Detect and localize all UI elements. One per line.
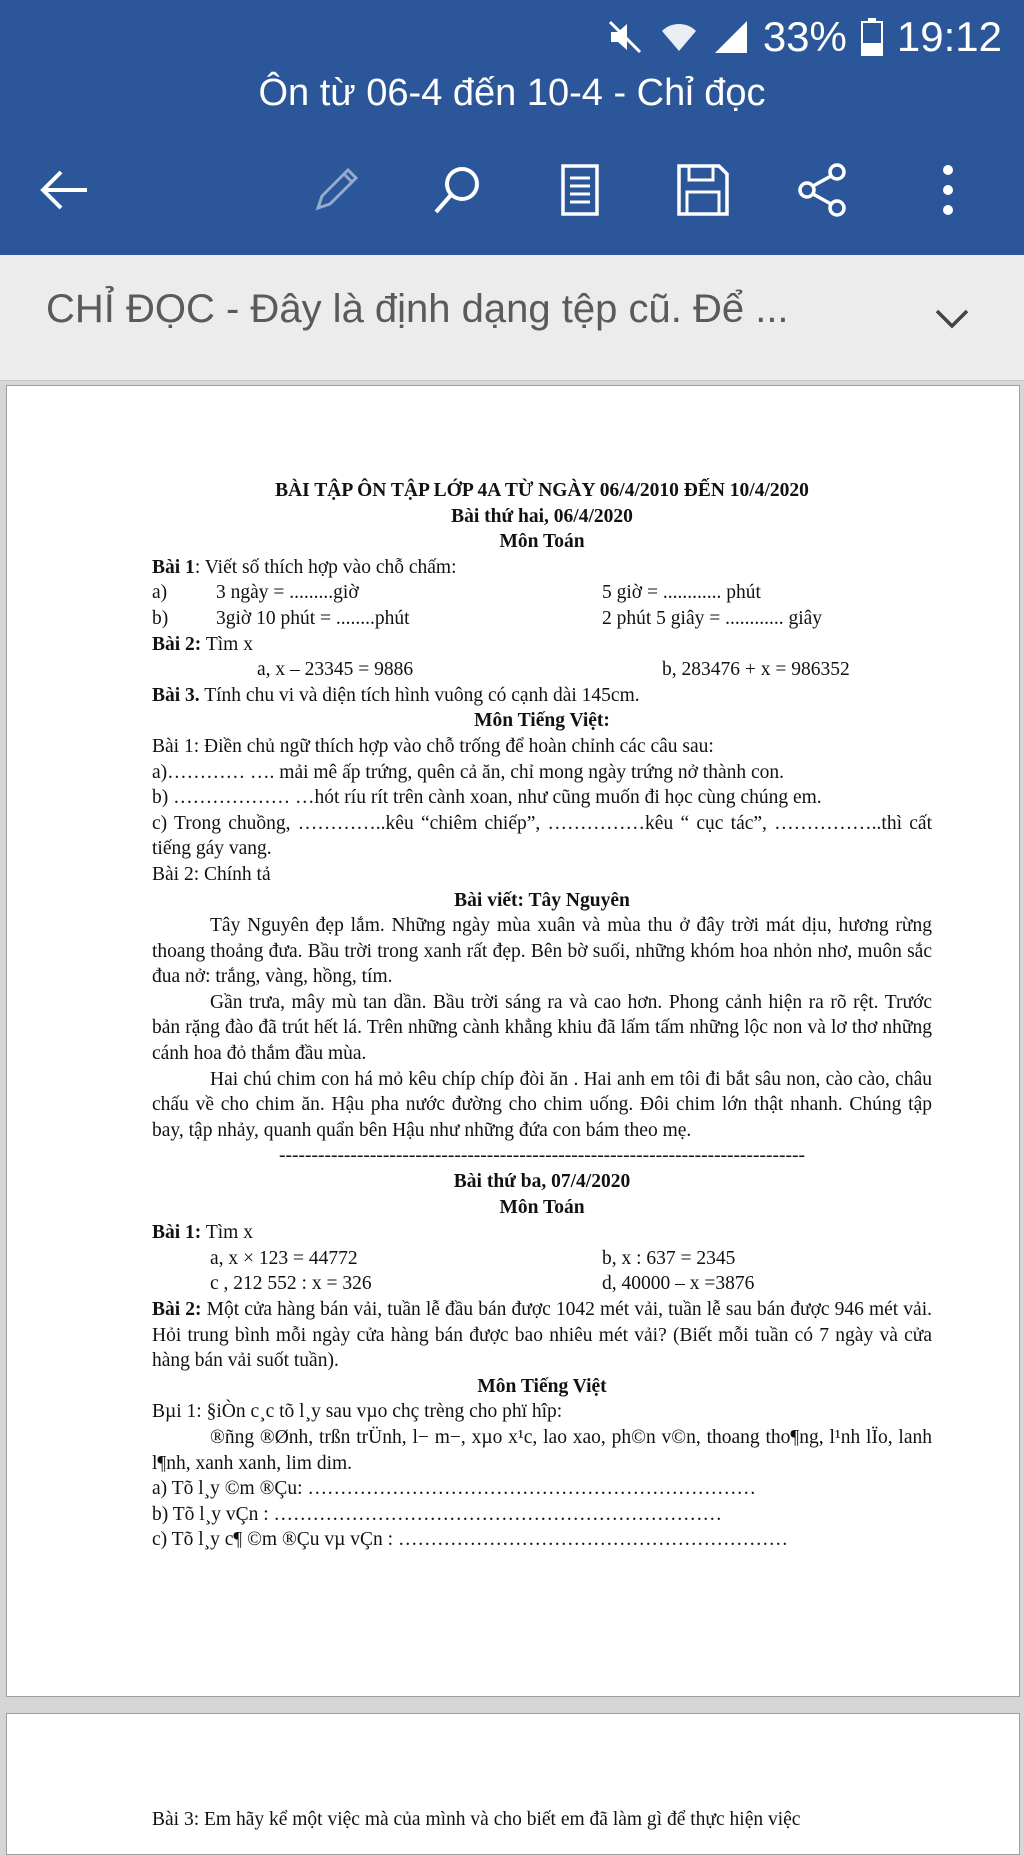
- exercise: [152, 1220, 932, 1246]
- exercise-row: [152, 1246, 932, 1272]
- exercise-text: Bài 2: Chính tả: [152, 863, 271, 885]
- status-bar: [605, 12, 1002, 62]
- exercise-text: Tính chu vi và diện tích hình vuông có cạnh dài 145cm.: [199, 684, 640, 706]
- battery-percent: 33%: [762, 13, 847, 60]
- chevron-down-icon[interactable]: [930, 297, 974, 341]
- document-page: [6, 1713, 1020, 1855]
- exercise-label: Bài 3.: [152, 684, 200, 706]
- item-right: b, 283476 + x = 986352: [662, 659, 850, 681]
- app-header: [0, 0, 1024, 255]
- signal-icon: [713, 17, 749, 57]
- save-button[interactable]: [663, 150, 743, 230]
- edit-button[interactable]: [296, 150, 376, 230]
- battery-icon: [861, 18, 883, 56]
- search-icon: [430, 162, 486, 218]
- more-options-button[interactable]: [908, 150, 988, 230]
- exercise-label: Bài 2:: [152, 633, 202, 655]
- item-label: b): [152, 607, 169, 629]
- back-arrow-icon: [37, 162, 93, 218]
- word-list: ®ñng ®Ønh, trßn trÜnh, l− m−, xµo x¹c, lao xao, ph©n v©n, thoang tho¶ng, l¹nh lÏo, lanh l¶nh, xanh xanh, lim dim.: [152, 1426, 932, 1474]
- subject-heading: Môn Tiếng Việt:: [474, 710, 610, 732]
- section-separator: ---------------------------------------------------------------------------------: [279, 1145, 805, 1167]
- back-button[interactable]: [25, 150, 105, 230]
- exercise: [152, 1297, 932, 1374]
- reading-view-icon: [552, 162, 608, 218]
- item-right: d, 40000 – x =3876: [602, 1273, 755, 1295]
- document-title: Ôn từ 06-4 đến 10-4 - Chỉ đọc: [258, 72, 766, 114]
- save-icon: [675, 162, 731, 218]
- exercise-text: Một cửa hàng bán vải, tuần lễ đầu bán được 1042 mét vải, tuần lễ sau bán được 946 mét vải. Hỏi trung bình mỗi ngày cửa hàng bán được bao nhiêu mét vải? (Biết mỗi tuần có 7 ngày và cửa hàng bán vải suốt tuần).: [152, 1299, 933, 1372]
- exercise-text: b) ……………… …hót ríu rít trên cành xoan, như cũng muốn đi học cùng chúng em.: [152, 787, 822, 809]
- document-page: [6, 385, 1020, 1697]
- more-icon: [928, 162, 968, 218]
- mute-icon: [605, 17, 645, 57]
- item-right: 2 phút 5 giây = ............ giây: [602, 607, 823, 629]
- exercise-text: : Viết số thích hợp vào chỗ chấm:: [194, 556, 457, 578]
- day-heading: Bài thứ ba, 07/4/2020: [453, 1171, 631, 1193]
- subject-heading: Môn Tiếng Việt: [477, 1375, 607, 1397]
- toolbar: [0, 150, 1024, 230]
- page-text: Bài 3: Em hãy kể một việc mà của mình và cho biết em đã làm gì để thực hiện việc: [152, 1809, 801, 1830]
- essay-paragraph: Gần trưa, mây mù tan dần. Bầu trời sáng ra và cao hơn. Phong cảnh hiện ra rõ rệt. Trước bản rặng đào đã trút hết lá. Trên những cành khẳng khiu đã lấm tấm những lộc non và lơ thơ những cánh hoa đỏ thắm đầu mùa.: [152, 991, 932, 1065]
- exercise-row: [152, 1271, 932, 1297]
- exercise-row: [152, 657, 932, 683]
- exercise-row: [152, 580, 932, 606]
- day-heading: Bài thứ hai, 06/4/2020: [451, 505, 633, 527]
- exercise-text: a) Tõ l¸y ©m ®Çu: ……………………………………………………………: [152, 1478, 756, 1500]
- banner-text: CHỈ ĐỌC - Đây là định dạng tệp cũ. Để ...: [46, 287, 789, 331]
- pencil-icon: [308, 162, 364, 218]
- wifi-icon: [659, 17, 699, 57]
- item-left: a, x × 123 = 44772: [210, 1247, 358, 1269]
- exercise-text: c) Trong chuồng, …………..kêu “chiêm chiếp”, ……………kêu “ cục tác”, ……………..thì cất tiếng gáy vang.: [152, 812, 932, 860]
- exercise-row: [152, 606, 932, 632]
- search-button[interactable]: [418, 150, 498, 230]
- subject-heading: Môn Toán: [499, 1196, 585, 1218]
- subject-heading: Môn Toán: [499, 531, 585, 553]
- essay-title: Bài viết: Tây Nguyên: [454, 889, 630, 911]
- essay-paragraph: Tây Nguyên đẹp lắm. Những ngày mùa xuân và mùa thu ở đây trời mát dịu, hương rừng thoang thoảng đưa. Bầu trời trong xanh rất đẹp. Bên bờ suối, những khóm hoa nhỏn nhơ, muôn sắc đua nở: trắng, vàng, hồng, tím.: [152, 915, 932, 988]
- exercise-label: Bài 1:: [152, 1222, 202, 1244]
- exercise-text: Tìm x: [201, 633, 253, 655]
- exercise-text: a)………… …. mải mê ấp trứng, quên cả ăn, chỉ mong ngày trứng nở thành con.: [152, 761, 785, 783]
- item-left: 3 ngày = .........giờ: [216, 582, 359, 604]
- share-icon: [795, 162, 851, 218]
- exercise-text: b) Tõ l¸y vÇn : ……………………………………………………………: [152, 1503, 723, 1525]
- exercise: [152, 683, 932, 709]
- exercise: [152, 555, 932, 581]
- exercise-text: Bµi 1: §iÒn c¸c tõ l¸y sau vµo chç trèng cho phï hîp:: [152, 1401, 563, 1423]
- document-body: [152, 478, 932, 1553]
- reading-view-button[interactable]: [540, 150, 620, 230]
- read-only-banner[interactable]: [0, 255, 1024, 381]
- exercise-text: Tìm x: [201, 1222, 253, 1244]
- clock: 19:12: [896, 13, 1002, 60]
- item-label: a): [152, 582, 168, 604]
- exercise-label: Bài 1: [152, 556, 195, 578]
- exercise: [152, 632, 932, 658]
- share-button[interactable]: [783, 150, 863, 230]
- essay-paragraph: Hai chú chim con há mỏ kêu chíp chíp đòi ăn . Hai anh em tôi đi bắt sâu non, cào cào, châu chấu về cho chim ăn. Hậu pha nước đường cho chim uống. Đôi chim lớn thật nhanh. Chúng tập bay, tập nhảy, quanh quẩn bên Hậu như những đứa con bám theo mẹ.: [152, 1068, 932, 1141]
- exercise-text: Bài 1: Điền chủ ngữ thích hợp vào chỗ trống để hoàn chỉnh các câu sau:: [152, 735, 714, 757]
- exercise-label: Bài 2:: [152, 1299, 202, 1320]
- exercise-text: c) Tõ l¸y c¶ ©m ®Çu vµ vÇn : ……………………………………………………: [152, 1529, 788, 1551]
- item-right: 5 giờ = ............ phút: [602, 582, 761, 604]
- item-left: 3giờ 10 phút = ........phút: [216, 607, 410, 629]
- doc-heading: BÀI TẬP ÔN TẬP LỚP 4A TỪ NGÀY 06/4/2010 ĐẾN 10/4/2020: [275, 480, 809, 501]
- item-right: b, x : 637 = 2345: [602, 1247, 736, 1269]
- item-left: c , 212 552 : x = 326: [210, 1273, 372, 1295]
- item-left: a, x – 23345 = 9886: [257, 659, 414, 681]
